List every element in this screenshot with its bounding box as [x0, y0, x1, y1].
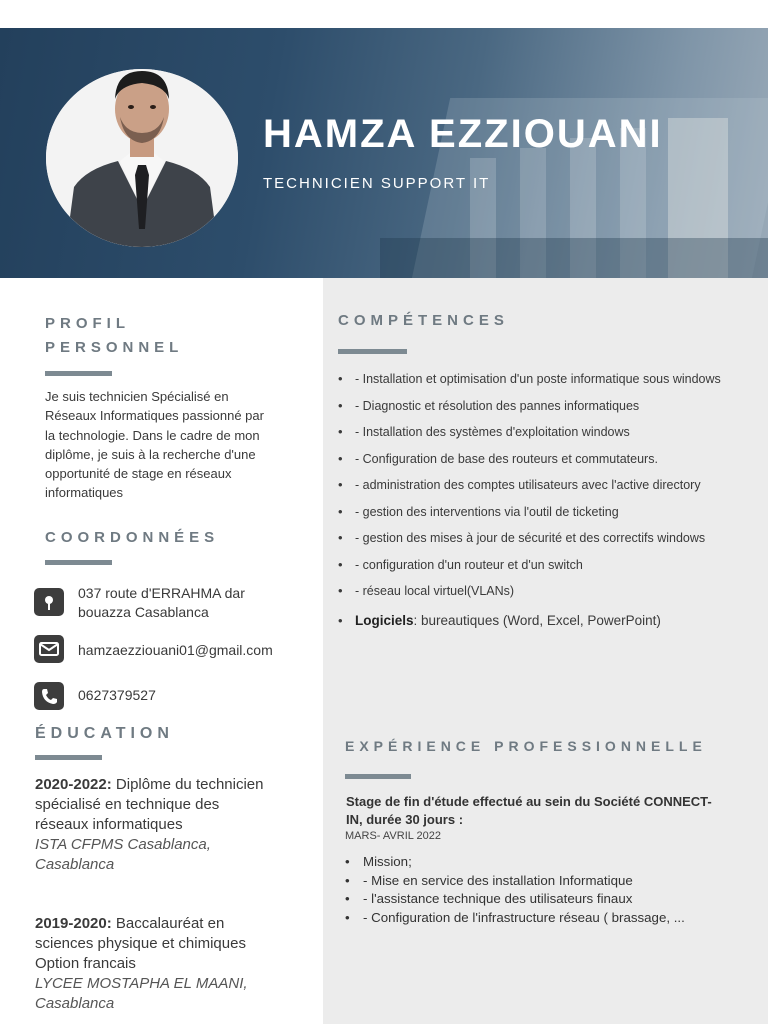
- profile-photo: [46, 69, 238, 247]
- skill-item: • - Installation et optimisation d'un poste informatique sous windows: [338, 366, 748, 393]
- education-school: LYCEE MOSTAPHA EL MAANI, Casablanca: [35, 975, 248, 1012]
- education-section-bar: [35, 755, 102, 760]
- address-line1: 037 route d'ERRAHMA dar: [78, 585, 245, 601]
- education-years: 2020-2022:: [35, 776, 112, 793]
- skill-item: • - gestion des interventions via l'outil de ticketing: [338, 499, 748, 526]
- location-icon: [34, 588, 64, 616]
- contact-email[interactable]: hamzaezziouani01@gmail.com: [78, 642, 273, 658]
- profile-summary: Je suis technicien Spécialisé en Réseaux Informatiques passionné par la technologie. Dans le cadre de mon diplôme, je suis à la recherche d'une opportunité de stage en réseaux informatiques: [45, 389, 264, 501]
- contact-phone[interactable]: 0627379527: [78, 687, 156, 703]
- experience-job-title: Stage de fin d'étude effectué au sein du Société CONNECT-IN, durée 30 jours :: [346, 794, 712, 827]
- software-label: Logiciels: [355, 612, 414, 628]
- top-margin: [0, 0, 768, 28]
- background-shadow: [380, 238, 768, 278]
- missions-list: [345, 853, 745, 927]
- experience-section-title: EXPÉRIENCE PROFESSIONNELLE: [345, 738, 707, 754]
- experience-section-bar: [345, 774, 411, 779]
- profile-section-bar: [45, 371, 112, 376]
- skill-item: • - Diagnostic et résolution des pannes informatiques: [338, 393, 748, 420]
- education-item: [35, 775, 275, 875]
- skill-item: • - configuration d'un routeur et d'un switch: [338, 552, 748, 579]
- skills-section-bar: [338, 349, 407, 354]
- mission-item: • - l'assistance technique des utilisateurs finaux: [345, 890, 745, 909]
- mission-item: • - Configuration de l'infrastructure réseau ( brassage, ...: [345, 909, 745, 928]
- mission-item: • - Mise en service des installation Informatique: [345, 872, 745, 891]
- skills-list: [338, 366, 748, 634]
- phone-icon: [34, 682, 64, 710]
- candidate-role: TECHNICIEN SUPPORT IT: [263, 175, 491, 192]
- profile-title-line1: PROFIL: [45, 315, 130, 332]
- education-degree: Baccalauréat en sciences physique et chimiques Option francais: [35, 915, 246, 972]
- profile-section-title: [45, 312, 183, 360]
- candidate-name: HAMZA EZZIOUANI: [263, 112, 663, 156]
- skill-item: • - gestion des mises à jour de sécurité et des correctifs windows: [338, 525, 748, 552]
- contact-section-bar: [45, 560, 112, 565]
- skills-section-title: COMPÉTENCES: [338, 312, 509, 329]
- software-text: : bureautiques (Word, Excel, PowerPoint): [413, 612, 661, 628]
- skill-item: • - Installation des systèmes d'exploitation windows: [338, 419, 748, 446]
- skill-item: • - réseau local virtuel(VLANs): [338, 578, 748, 605]
- contact-address: [78, 584, 245, 622]
- skill-item: • - administration des comptes utilisateurs avec l'active directory: [338, 472, 748, 499]
- education-school: ISTA CFPMS Casablanca, Casablanca: [35, 836, 211, 873]
- profile-title-line2: PERSONNEL: [45, 339, 184, 356]
- mail-icon: [34, 635, 64, 663]
- address-line2: bouazza Casablanca: [78, 604, 209, 620]
- education-degree: Diplôme du technicien spécialisé en technique des réseaux informatiques: [35, 776, 264, 833]
- person-portrait-icon: [46, 69, 238, 247]
- skill-item: • - Configuration de base des routeurs et commutateurs.: [338, 446, 748, 473]
- skill-item-software: [338, 608, 748, 635]
- education-item: [35, 914, 275, 1014]
- mission-item: • Mission;: [345, 853, 745, 872]
- experience-date: MARS- AVRIL 2022: [345, 830, 441, 842]
- education-section-title: ÉDUCATION: [35, 725, 174, 742]
- contact-section-title: COORDONNÉES: [45, 529, 220, 546]
- education-years: 2019-2020:: [35, 915, 112, 932]
